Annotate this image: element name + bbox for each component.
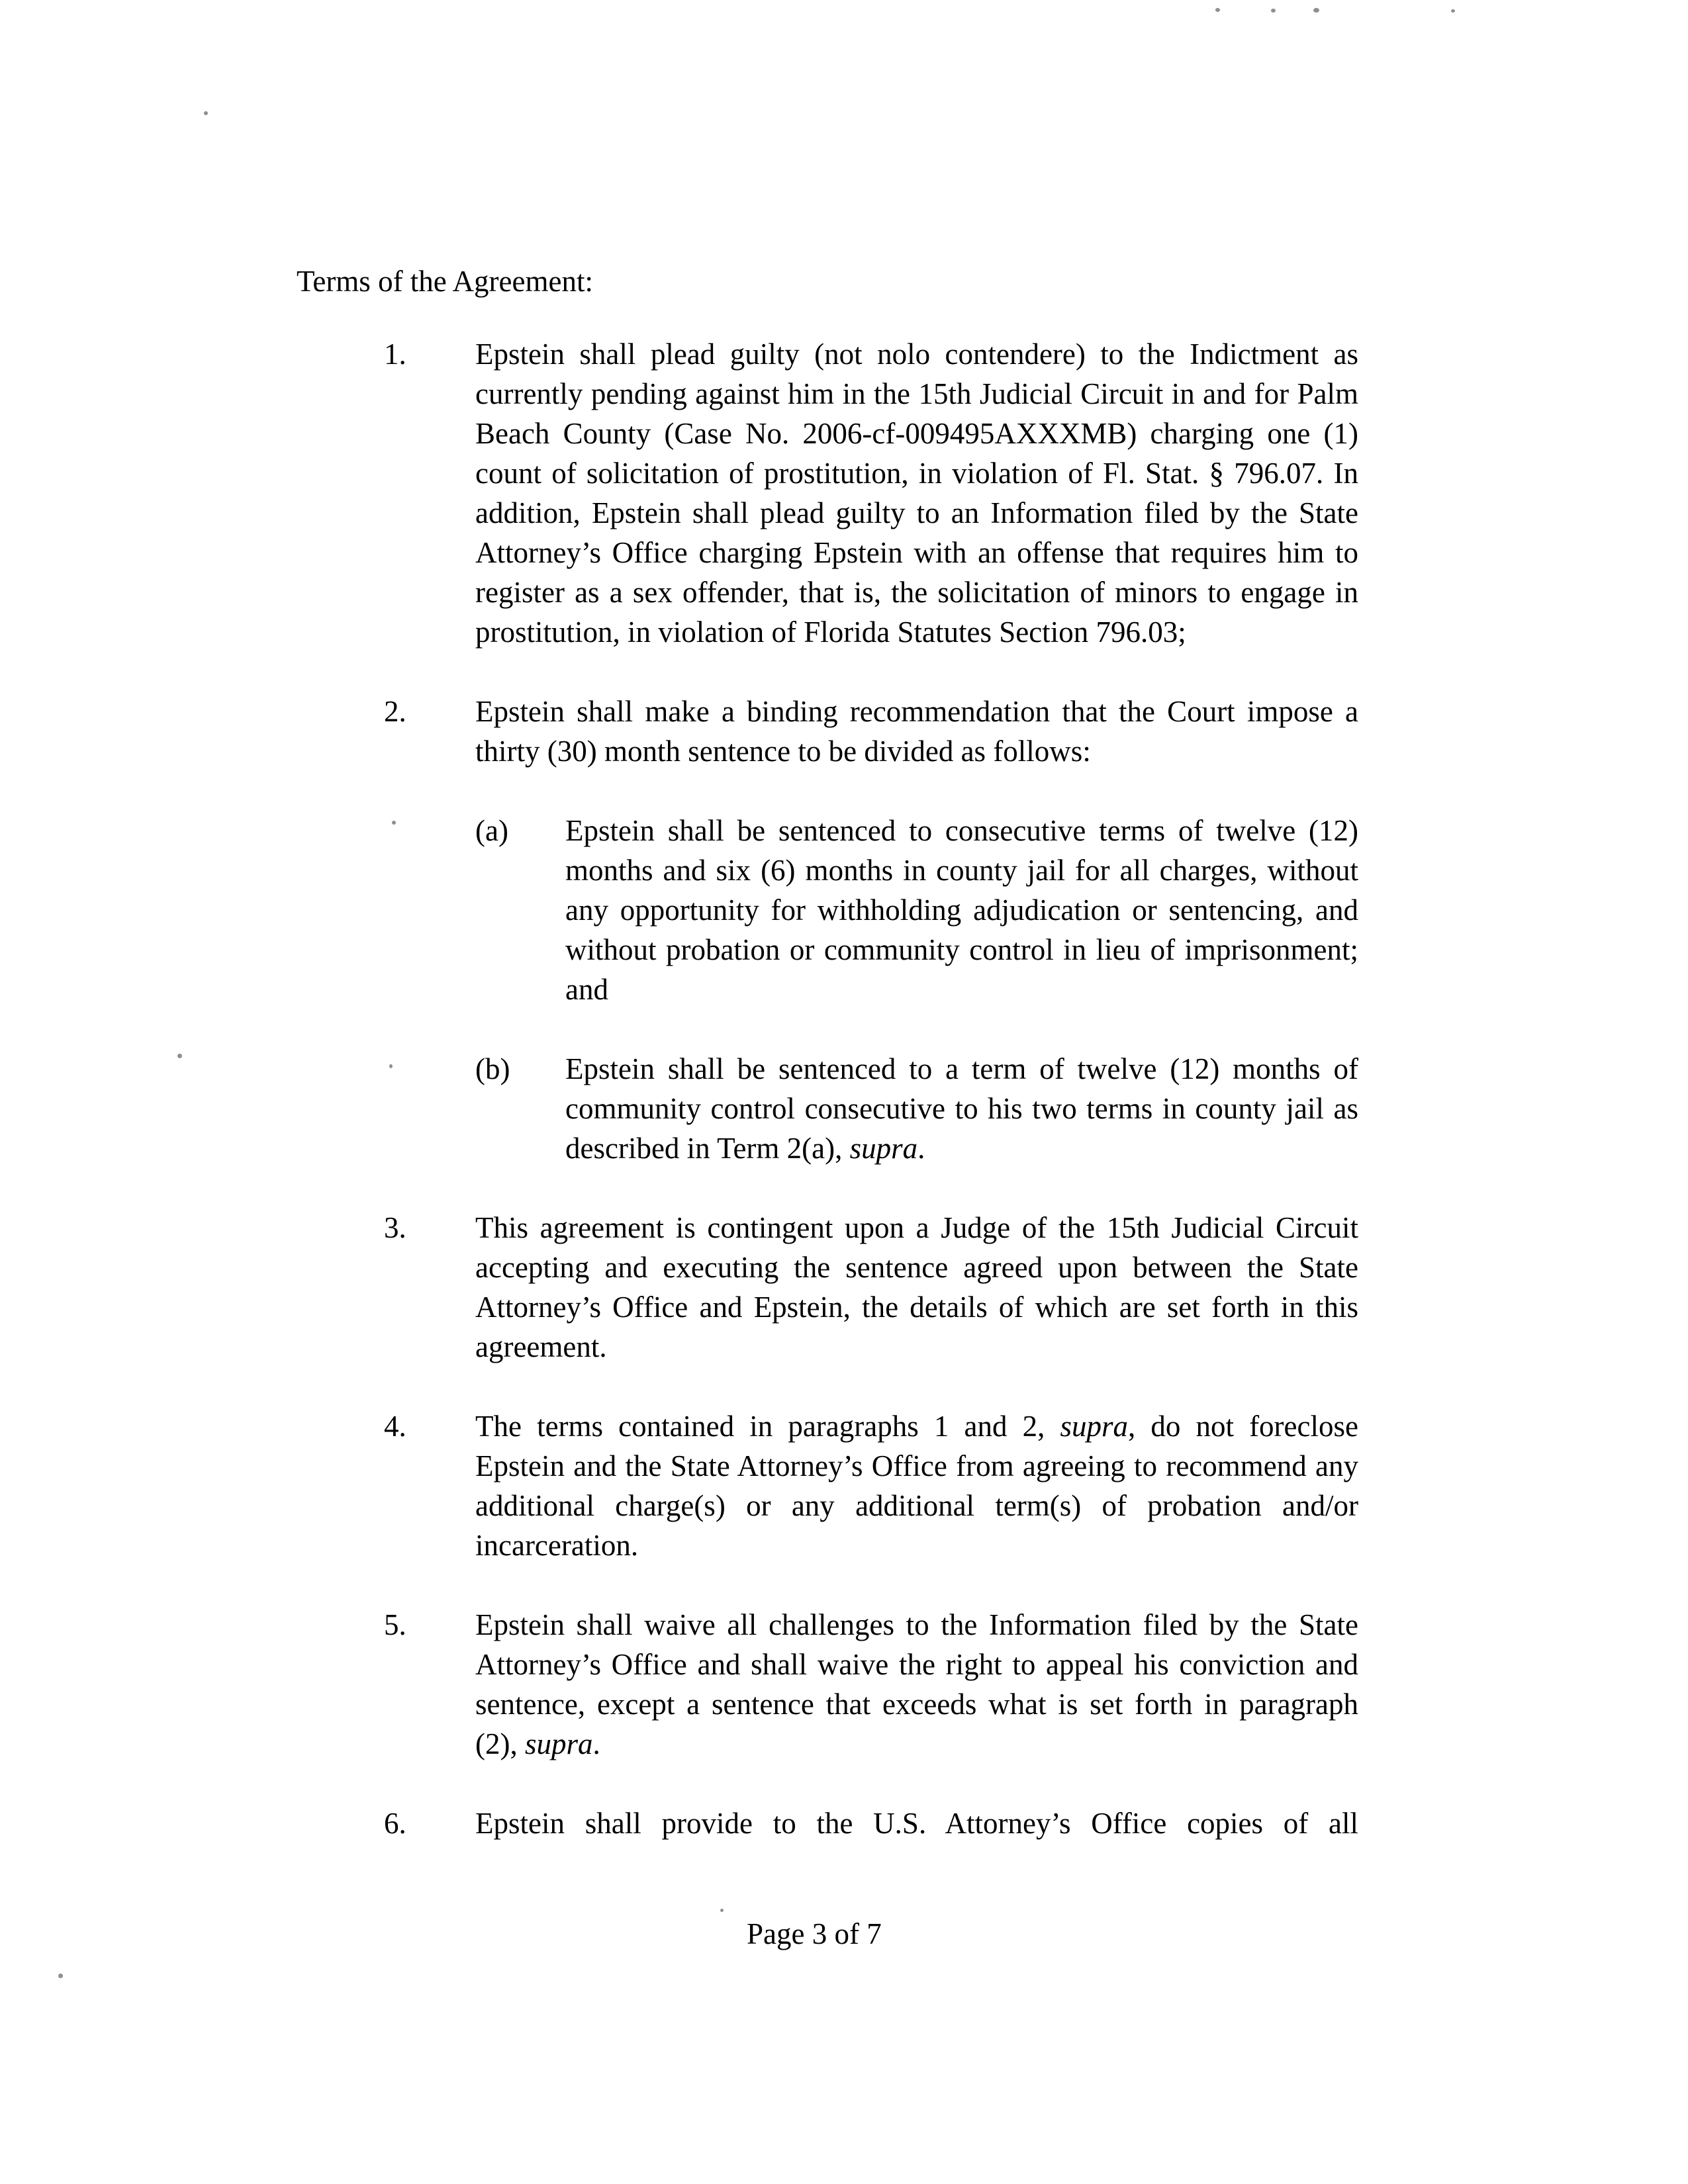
terms-list [384, 334, 1358, 1883]
term-item-2 [384, 692, 1358, 1168]
item-text [475, 692, 1358, 1168]
document-title: Terms of the Agreement: [297, 265, 593, 298]
term-item-3 [384, 1208, 1358, 1367]
text-segment: This agreement is contingent upon a Judge of the 15th Judicial Circuit accepting and executing the sentence agreed upon between the State Attorney’s Office and Epstein, the details of which are set forth in this agreement. [475, 1211, 1358, 1363]
term-item-1 [384, 334, 1358, 652]
subitem-text [565, 811, 1358, 1009]
scan-artifact [1313, 8, 1319, 13]
supra-italic: supra [1060, 1410, 1128, 1443]
item-number: 4. [384, 1410, 406, 1443]
term-item-4 [384, 1406, 1358, 1565]
scan-artifact [1451, 9, 1455, 13]
item-text [475, 1208, 1358, 1367]
item-text [475, 334, 1358, 652]
text-segment: Epstein shall waive all challenges to the Information filed by the State Attorney’s Office and shall waive the right to appeal his conviction and sentence, except a sentence that exceeds what is set forth in paragraph (2), [475, 1608, 1358, 1760]
term-subitem-b [475, 1049, 1358, 1168]
text-segment: Epstein shall make a binding recommendation that the Court impose a thirty (30) month sentence to be divided as follows: [475, 695, 1358, 768]
item-text [475, 1605, 1358, 1764]
item-text [475, 1803, 1358, 1843]
term-subitem-a [475, 811, 1358, 1009]
subitem-label: (b) [475, 1052, 510, 1085]
term-item-6 [384, 1803, 1358, 1843]
text-segment: Epstein shall plead guilty (not nolo contendere) to the Indictment as currently pending against him in the 15th Judicial Circuit in and for Palm Beach County (Case No. 2006-cf-009495AXXXMB) charging one (1) count of solicitation of prostitution, in violation of Fl. Stat. § 796.07. In addition, Epstein shall plead guilty to an Information filed by the State Attorney’s Office charging Epstein with an offense that requires him to register as a sex offender, that is, the solicitation of minors to engage in prostitution, in violation of Florida Statutes Section 796.03; [475, 338, 1358, 649]
page-number: Page 3 of 7 [747, 1917, 882, 1950]
scan-artifact [204, 111, 208, 115]
text-segment: Epstein shall be sentenced to a term of twelve (12) months of community control consecutive to his two terms in county jail as described in Term 2(a), [565, 1052, 1358, 1165]
scan-artifact [1215, 8, 1220, 12]
supra-italic: supra [849, 1132, 918, 1165]
subitem-label: (a) [475, 814, 508, 847]
scan-artifact [1271, 9, 1276, 13]
item-text [475, 1406, 1358, 1565]
item-number: 2. [384, 695, 406, 728]
scan-artifact [177, 1054, 182, 1058]
item-number: 3. [384, 1211, 406, 1244]
item-number: 5. [384, 1608, 406, 1641]
text-segment: . [592, 1727, 600, 1760]
item-number: 6. [384, 1807, 406, 1840]
text-segment: Epstein shall be sentenced to consecutive terms of twelve (12) months and six (6) months in county jail for all charges, without any opportunity for withholding adjudication or sentencing, and without probation or community control in lieu of imprisonment; and [565, 814, 1358, 1006]
supra-italic: supra [524, 1727, 593, 1760]
subitem-text [565, 1049, 1358, 1168]
text-segment: The terms contained in paragraphs 1 and 2, [475, 1410, 1060, 1443]
text-segment: , do not foreclose Epstein and the State Attorney’s Office from agreeing to recommend any additional charge(s) or any additional term(s) of probation and/or incarceration. [475, 1410, 1358, 1562]
scan-artifact [58, 1974, 63, 1978]
text-segment: . [917, 1132, 925, 1165]
term-item-5 [384, 1605, 1358, 1764]
text-segment: Epstein shall provide to the U.S. Attorney’s Office copies of all [475, 1807, 1358, 1840]
item-number: 1. [384, 338, 406, 371]
scan-artifact [720, 1909, 724, 1912]
